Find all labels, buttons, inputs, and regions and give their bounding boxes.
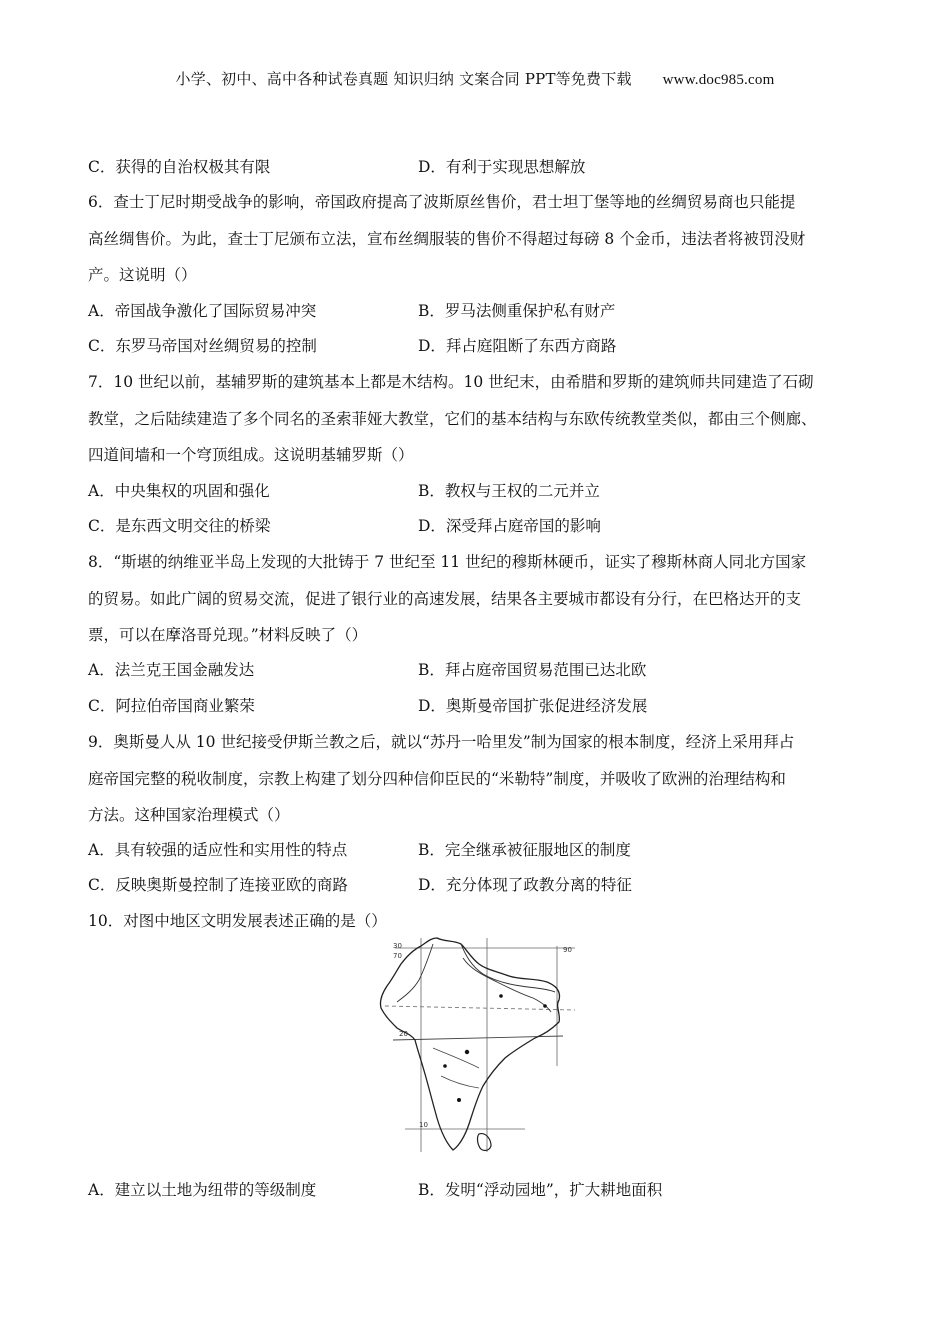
city-dot	[465, 1050, 469, 1054]
q9-stem-line-1: 9．奥斯曼人从 10 世纪接受伊斯兰教之后，就以“苏丹一哈里发”制为国家的根本制度，经济上采用拜占	[88, 733, 795, 751]
q9-option-c: C．反映奥斯曼控制了连接亚欧的商路	[88, 876, 348, 894]
q7-option-c: C．是东西文明交往的桥梁	[88, 517, 271, 535]
city-dot	[457, 1098, 461, 1102]
q10-option-a: A．建立以土地为纽带的等级制度	[88, 1181, 317, 1199]
q8-stem-line-2: 的贸易。如此广阔的贸易交流，促进了银行业的高速发展，结果各主要城市都设有分行，在巴格达开的支	[88, 590, 802, 608]
q9-stem-line-3: 方法。这种国家治理模式（）	[88, 806, 290, 824]
q8-stem-line-3: 票，可以在摩洛哥兑现。”材料反映了（）	[88, 626, 368, 644]
q9-option-d: D．充分体现了政教分离的特征	[418, 876, 632, 894]
q6-option-b: B．罗马法侧重保护私有财产	[418, 302, 616, 320]
label-lat-30: 30	[393, 942, 402, 950]
q6-option-c: C．东罗马帝国对丝绸贸易的控制	[88, 337, 317, 355]
southern-river	[441, 1076, 479, 1088]
northern-border	[461, 944, 555, 992]
label-lon-70: 70	[393, 952, 402, 960]
q7-option-d: D．深受拜占庭帝国的影响	[418, 517, 601, 535]
deccan-river	[433, 1048, 479, 1068]
city-dot	[499, 994, 503, 998]
city-dot	[443, 1064, 447, 1068]
q8-option-d: D．奥斯曼帝国扩张促进经济发展	[418, 697, 648, 715]
q8-option-b: B．拜占庭帝国贸易范围已达北欧	[418, 661, 647, 679]
subcontinent-outline	[380, 938, 559, 1150]
q10-stem-line-1: 10．对图中地区文明发展表述正确的是（）	[88, 912, 387, 930]
city-dot	[543, 1004, 547, 1008]
q8-option-a: A．法兰克王国金融发达	[88, 661, 255, 679]
sri-lanka-outline	[478, 1134, 492, 1151]
india-map-figure	[375, 936, 587, 1154]
q10-option-b: B．发明“浮动园地”，扩大耕地面积	[418, 1181, 663, 1199]
q9-option-b: B．完全继承被征服地区的制度	[418, 841, 631, 859]
q8-option-c: C．阿拉伯帝国商业繁荣	[88, 697, 255, 715]
q6-stem-line-3: 产。这说明（）	[88, 266, 197, 284]
label-lon-90: 90	[563, 946, 572, 954]
header-url[interactable]: www.doc985.com	[662, 72, 775, 88]
q9-option-a: A．具有较强的适应性和实用性的特点	[88, 841, 348, 859]
q6-stem-line-1: 6．查士丁尼时期受战争的影响，帝国政府提高了波斯原丝售价，君士坦丁堡等地的丝绸贸易商也只能提	[88, 193, 796, 211]
q7-stem-line-2: 教堂，之后陆续建造了多个同名的圣索菲娅大教堂，它们的基本结构与东欧传统教堂类似，都由三个侧廊、	[88, 410, 817, 428]
page-header	[0, 68, 950, 89]
q6-option-d: D．拜占庭阻断了东西方商路	[418, 337, 617, 355]
q5-option-c: C．获得的自治权极其有限	[88, 158, 271, 176]
q6-option-a: A．帝国战争激化了国际贸易冲突	[88, 302, 317, 320]
indus-river	[397, 944, 433, 1002]
label-lat-10: 10	[419, 1121, 428, 1129]
q7-stem-line-3: 四道间墙和一个穹顶组成。这说明基辅罗斯（）	[88, 446, 414, 464]
q7-option-b: B．教权与王权的二元并立	[418, 482, 600, 500]
header-text: 小学、初中、高中各种试卷真题 知识归纳 文案合同 PPT等免费下载	[175, 70, 632, 88]
q9-stem-line-2: 庭帝国完整的税收制度，宗教上构建了划分四种信仰臣民的“米勒特”制度，并吸收了欧洲的治理结构和	[88, 770, 786, 788]
q6-stem-line-2: 高丝绸售价。为此，查士丁尼颁布立法，宣布丝绸服装的售价不得超过每磅 8 个金币，违法者将被罚没财	[88, 230, 806, 248]
q8-stem-line-1: 8．“斯堪的纳维亚半岛上发现的大批铸于 7 世纪至 11 世纪的穆斯林硬币，证实了穆斯林商人同北方国家	[88, 553, 807, 571]
q5-option-d: D．有利于实现思想解放	[418, 158, 586, 176]
q7-stem-line-1: 7．10 世纪以前，基辅罗斯的建筑基本上都是木结构。10 世纪末，由希腊和罗斯的建筑师共同建造了石砌	[88, 373, 814, 391]
q7-option-a: A．中央集权的巩固和强化	[88, 482, 270, 500]
label-lat-20: 20	[399, 1030, 408, 1038]
ganges-river	[463, 958, 551, 1012]
